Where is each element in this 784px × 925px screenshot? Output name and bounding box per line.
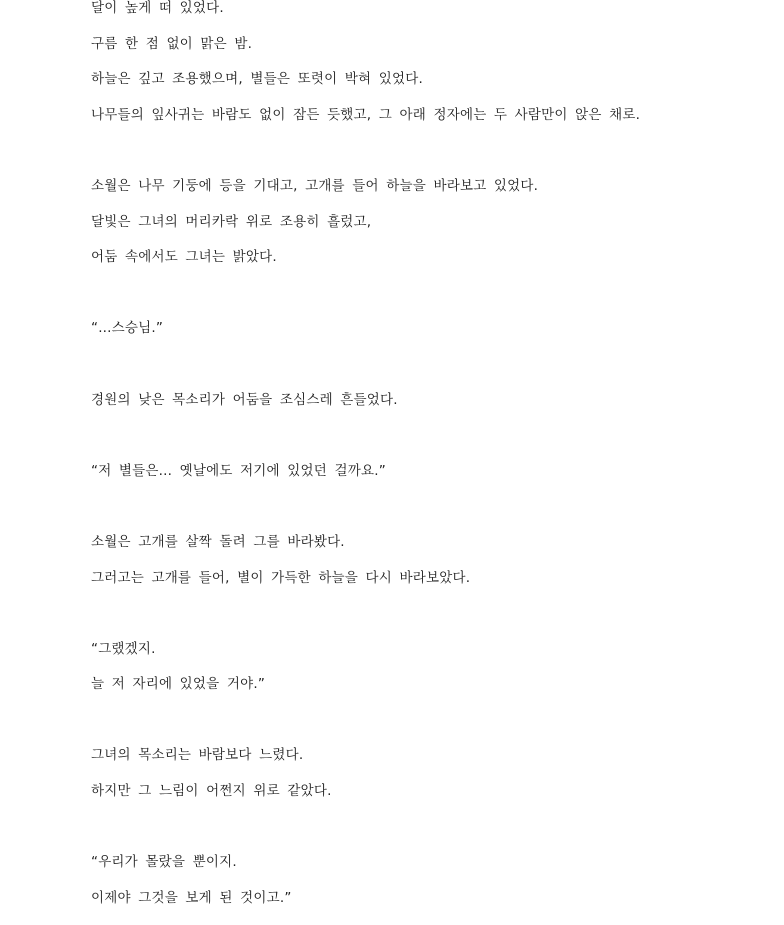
dialogue-line: “...스승님.” bbox=[91, 320, 164, 337]
text-line: 나무들의 잎사귀는 바람도 없이 잠든 듯했고, 그 아래 정자에는 두 사람만이 앉은 채로. bbox=[91, 106, 641, 123]
text-line: 달이 높게 떠 있었다. bbox=[91, 0, 224, 16]
dialogue-line: “저 별들은... 옛날에도 저기에 있었던 걸까요.” bbox=[91, 462, 386, 479]
text-line: 하지만 그 느림이 어쩐지 위로 같았다. bbox=[91, 783, 332, 800]
blank-line bbox=[91, 819, 764, 855]
text-line: 달빛은 그녀의 머리카락 위로 조용히 흘렀고, bbox=[91, 213, 372, 230]
dialogue-line: 늘 저 자리에 있었을 거야.” bbox=[91, 676, 266, 693]
blank-line bbox=[91, 712, 764, 748]
blank-line bbox=[91, 605, 764, 641]
text-line: 그러고는 고개를 들어, 별이 가득한 하늘을 다시 바라보았다. bbox=[91, 569, 471, 586]
text-line: 어둠 속에서도 그녀는 밝았다. bbox=[91, 249, 277, 266]
text-line: 구름 한 점 없이 맑은 밤. bbox=[91, 35, 253, 52]
dialogue-line: “그랬겠지. bbox=[91, 640, 156, 657]
document-body bbox=[91, 0, 764, 925]
blank-line bbox=[91, 356, 764, 392]
dialogue-line: 이제야 그것을 보게 된 것이고.” bbox=[91, 889, 292, 906]
text-line: 소월은 나무 기둥에 등을 기대고, 고개를 들어 하늘을 바라보고 있었다. bbox=[91, 177, 539, 194]
blank-line bbox=[91, 427, 764, 463]
text-line: 그녀의 목소리는 바람보다 느렸다. bbox=[91, 747, 304, 764]
dialogue-line: “우리가 몰랐을 뿐이지. bbox=[91, 854, 237, 871]
text-line: 소월은 고개를 살짝 돌려 그를 바라봤다. bbox=[91, 533, 345, 550]
blank-line bbox=[91, 498, 764, 534]
blank-line bbox=[91, 285, 764, 321]
text-line: 하늘은 깊고 조용했으며, 별들은 또렷이 박혀 있었다. bbox=[91, 71, 423, 88]
text-line: 경원의 낮은 목소리가 어둠을 조심스레 흔들었다. bbox=[91, 391, 398, 408]
blank-line bbox=[91, 142, 764, 178]
